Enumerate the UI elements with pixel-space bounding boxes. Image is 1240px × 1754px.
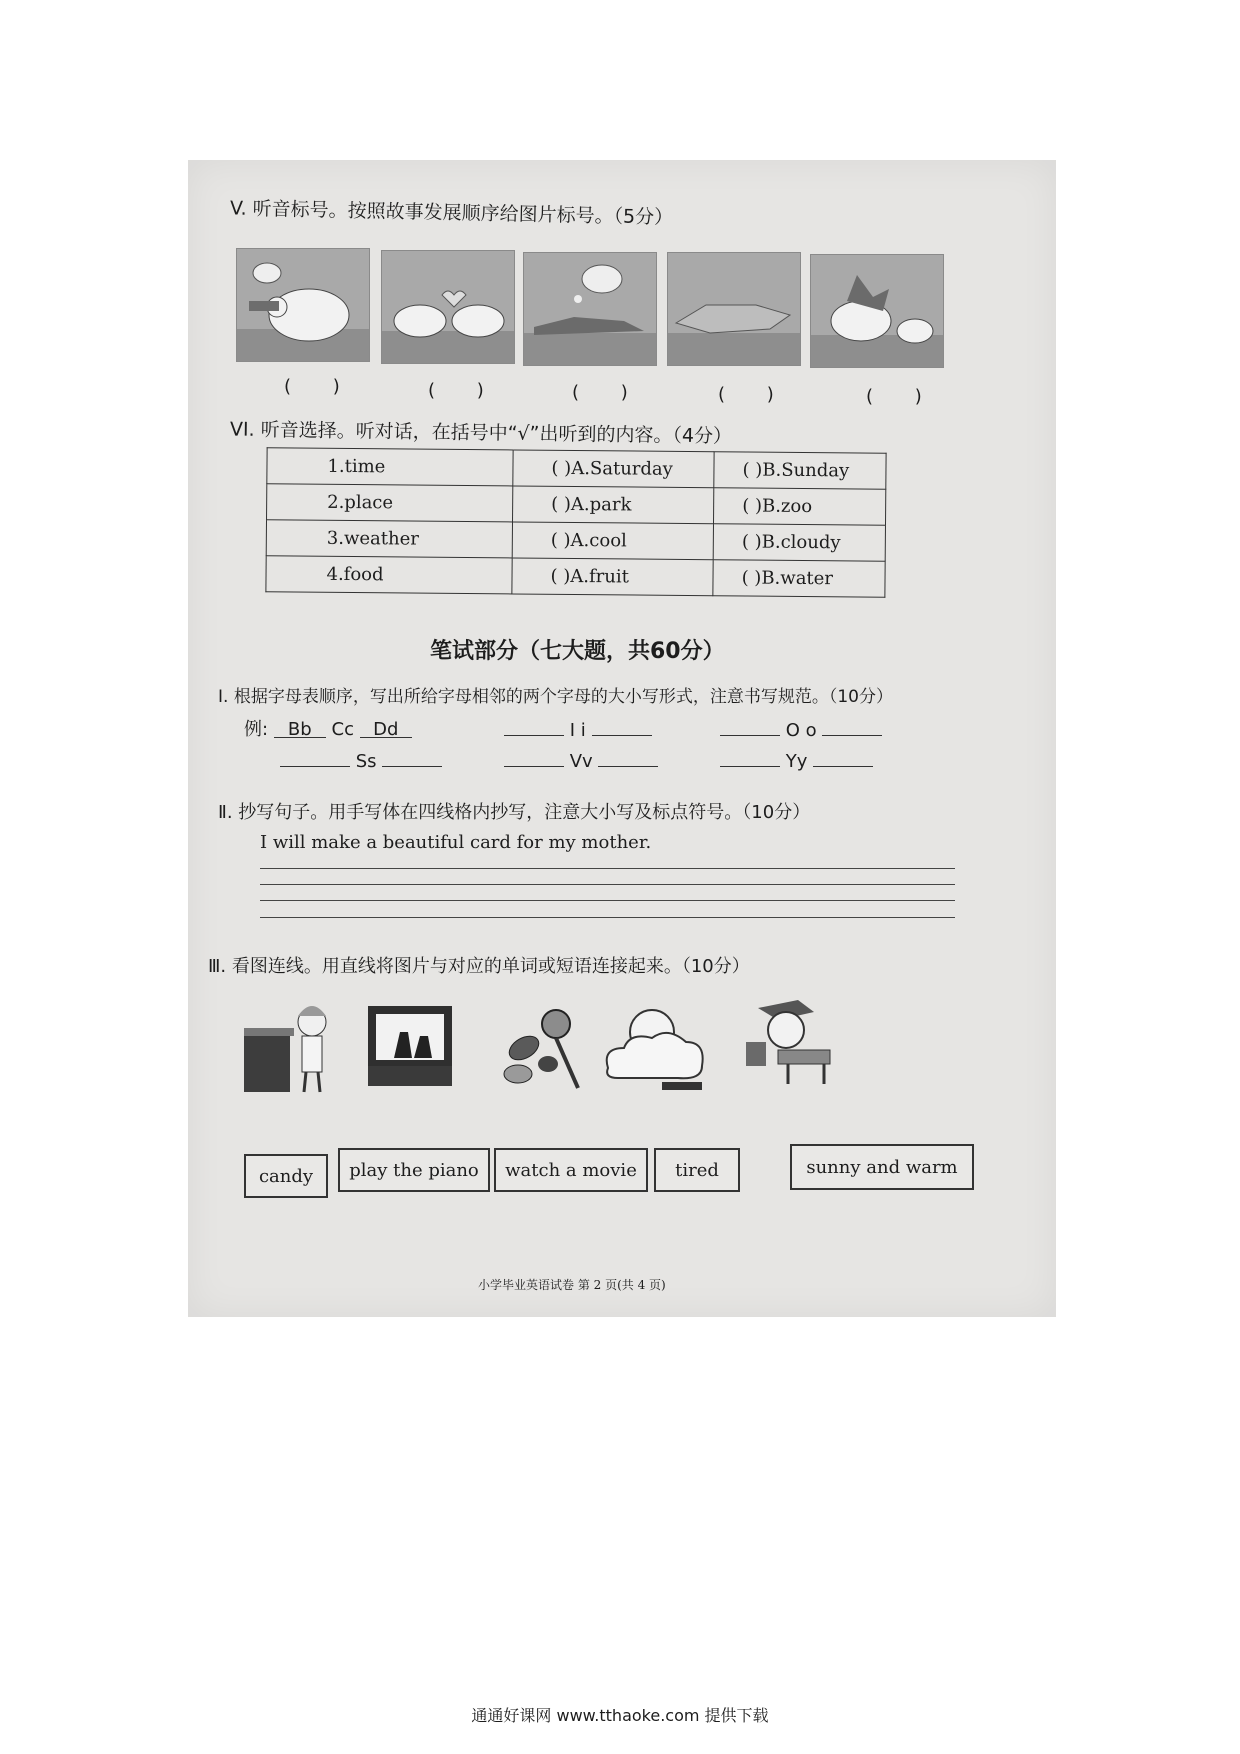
- table-row: [266, 520, 885, 561]
- table-row: [267, 484, 886, 525]
- letter-blank[interactable]: [598, 748, 658, 767]
- option-b[interactable]: ( )B.cloudy: [713, 524, 885, 561]
- wolf-in-sheep-icon: [810, 254, 944, 368]
- letter-blank[interactable]: [592, 717, 652, 736]
- answer-paren-4[interactable]: ( ): [718, 384, 792, 405]
- letter-blank[interactable]: [504, 748, 564, 767]
- word-sunny-and-warm[interactable]: sunny and warm: [790, 1144, 974, 1190]
- answer-paren-2[interactable]: ( ): [428, 380, 502, 401]
- option-a[interactable]: ( )A.fruit: [512, 558, 713, 596]
- answer-paren-5[interactable]: ( ): [866, 386, 940, 407]
- letter-group-ss: [280, 748, 442, 772]
- table-row: [267, 448, 886, 489]
- example-label: 例:: [244, 719, 269, 740]
- listening-choice-table: [265, 447, 886, 597]
- letter-blank[interactable]: [813, 748, 873, 767]
- sun-cloud-icon[interactable]: [598, 994, 708, 1092]
- row-item: 1.time: [267, 448, 513, 486]
- option-b[interactable]: ( )B.zoo: [714, 488, 886, 525]
- copy-sentence: I will make a beautiful card for my mother.: [260, 832, 652, 853]
- given-letters: I i: [569, 720, 586, 741]
- section-5-title: V. 听音标号。按照故事发展顺序给图片标号。（5分）: [229, 197, 674, 229]
- option-b[interactable]: ( )B.Sunday: [714, 452, 886, 489]
- word-play-the-piano[interactable]: play the piano: [338, 1148, 490, 1192]
- piano-girl-icon[interactable]: [240, 998, 340, 1096]
- running-wolf-icon: [667, 252, 801, 366]
- candy-icon[interactable]: [486, 996, 590, 1094]
- download-watermark: 通通好课网 www.tthaoke.com 提供下载: [471, 1706, 769, 1725]
- option-a[interactable]: ( )A.park: [513, 486, 714, 524]
- letter-blank[interactable]: [720, 717, 780, 736]
- given-letters: Vv: [569, 751, 593, 772]
- section-6-title: VI. 听音选择。听对话，在括号中“√”出听到的内容。（4分）: [229, 418, 733, 448]
- option-b[interactable]: ( )B.water: [713, 560, 885, 597]
- given-letters: O o: [785, 720, 817, 741]
- movie-theater-icon[interactable]: [366, 1002, 454, 1090]
- letter-blank[interactable]: [504, 717, 564, 736]
- given-letters: Yy: [785, 751, 808, 772]
- given-letters: Ss: [355, 751, 377, 772]
- section-w2-title: Ⅱ. 抄写句子。用手写体在四线格内抄写，注意大小写及标点符号。（10分）: [218, 802, 811, 823]
- answer-paren-1[interactable]: ( ): [284, 376, 358, 397]
- two-sheep-icon: [381, 250, 515, 364]
- exam-page: [188, 160, 1056, 1317]
- word-tired[interactable]: tired: [654, 1148, 740, 1192]
- word-watch-a-movie[interactable]: watch a movie: [494, 1148, 648, 1192]
- example-after: Dd: [373, 719, 399, 740]
- letter-blank[interactable]: [280, 748, 350, 767]
- page-footer: 小学毕业英语试卷 第 2 页(共 4 页): [478, 1278, 666, 1292]
- word-candy[interactable]: candy: [244, 1154, 328, 1198]
- option-a[interactable]: ( )A.Saturday: [513, 450, 714, 488]
- letter-blank[interactable]: [720, 748, 780, 767]
- letter-group-ii: [504, 717, 652, 741]
- tired-boy-icon[interactable]: [738, 996, 834, 1088]
- row-item: 4.food: [266, 556, 512, 594]
- row-item: 2.place: [267, 484, 513, 522]
- answer-paren-3[interactable]: ( ): [572, 382, 646, 403]
- letter-blank[interactable]: [382, 748, 442, 767]
- section-w3-title: Ⅲ. 看图连线。用直线将图片与对应的单词或短语连接起来。（10分）: [208, 956, 750, 977]
- wolf-thinking-icon: [523, 252, 657, 366]
- section-w1-title: Ⅰ. 根据字母表顺序，写出所给字母相邻的两个字母的大小写形式，注意书写规范。（10分）: [218, 687, 893, 707]
- row-item: 3.weather: [266, 520, 512, 558]
- sheep-and-wolf-icon: [236, 248, 370, 362]
- example-row: [244, 715, 412, 741]
- letter-group-oo: [720, 717, 882, 741]
- written-part-title: 笔试部分（七大题，共60分）: [430, 639, 725, 664]
- example-given: Cc: [331, 719, 355, 740]
- letter-blank[interactable]: [822, 717, 882, 736]
- table-row: [266, 556, 885, 597]
- option-a[interactable]: ( )A.cool: [512, 522, 713, 560]
- example-before: Bb: [287, 719, 312, 740]
- letter-group-vv: [504, 748, 658, 772]
- letter-group-yy: [720, 748, 873, 772]
